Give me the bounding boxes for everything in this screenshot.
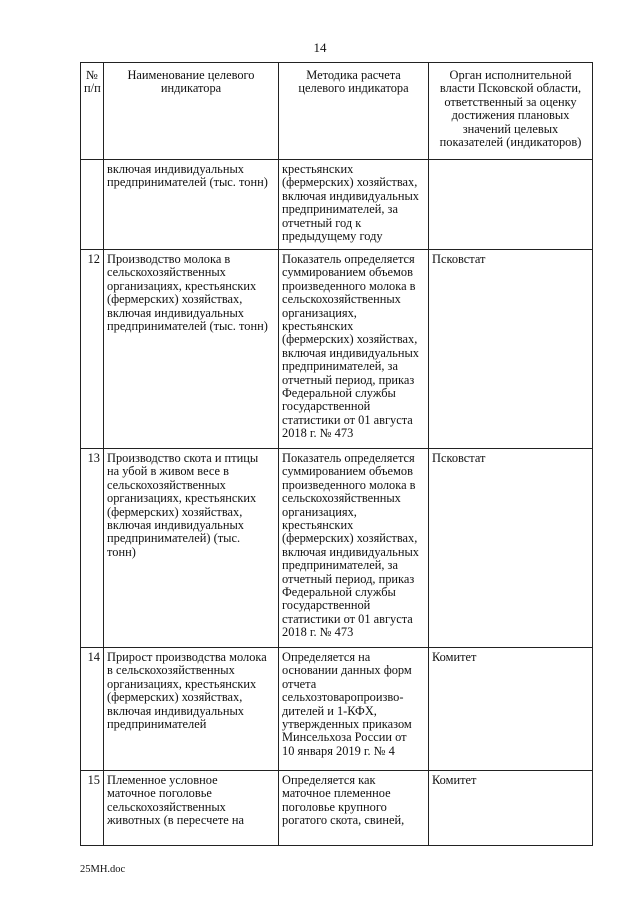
text-line: Методика расчета [306, 68, 401, 82]
text-line: Псковстат [432, 252, 486, 266]
header-indicator-name [104, 63, 279, 160]
text-line: индикатора [160, 81, 222, 96]
indicator-name [104, 160, 279, 250]
text-line: организациях, [282, 504, 357, 519]
header-method [279, 63, 429, 160]
text-line: утвержденных приказом [282, 717, 412, 732]
indicator-method [279, 160, 429, 250]
text-line: Производство скота и птицы [107, 451, 259, 465]
text-line: № [86, 68, 98, 82]
text-line: сельскохозяйственных [282, 491, 401, 506]
indicator-method [279, 648, 429, 771]
text-line: статистики от 01 августа [282, 412, 413, 427]
text-line: значений целевых [462, 121, 559, 136]
row-number: 14 [81, 648, 104, 771]
text-line: включая индивидуальных [107, 162, 244, 176]
responsible-organ [429, 160, 593, 250]
text-line: организациях, [282, 305, 357, 320]
text-line: организациях, крестьянских [107, 278, 257, 293]
indicator-name [104, 771, 279, 846]
table-row [81, 250, 593, 449]
text-line: включая индивидуальных [282, 345, 419, 360]
responsible-organ [429, 648, 593, 771]
table-header-row [81, 63, 593, 160]
row-number: 12 [81, 250, 104, 449]
text-line: Федеральной службы [282, 585, 396, 600]
text-line: предпринимателей, за [282, 202, 398, 217]
text-line: предпринимателей (тыс. тонн) [107, 175, 268, 190]
text-line: показателей (индикаторов) [439, 135, 582, 150]
indicator-method [279, 771, 429, 846]
text-line: произведенного молока в [282, 278, 416, 293]
text-line: Показатель определяется [282, 451, 415, 465]
indicator-method [279, 449, 429, 648]
text-line: крестьянских [282, 162, 354, 176]
text-line: Производство молока в [107, 252, 231, 266]
text-line: в сельскохозяйственных [107, 663, 235, 678]
text-line: Орган исполнительной [449, 68, 572, 82]
text-line: (фермерских) хозяйствах, [107, 504, 243, 519]
text-line: власти Псковской области, [439, 81, 582, 96]
text-line: Определяется как [282, 773, 376, 787]
indicator-name [104, 648, 279, 771]
text-line: 2018 г. № 473 [282, 426, 354, 441]
text-line: тонн) [107, 544, 136, 559]
text-line: п/п [84, 81, 101, 96]
text-line: предпринимателей (тыс. тонн) [107, 319, 268, 334]
text-line: сельскохозяйственных [282, 292, 401, 307]
text-line: дителей и 1-КФХ, [282, 703, 377, 718]
text-line: целевого индикатора [298, 81, 409, 96]
text-line: животных (в пересчете на [107, 813, 244, 828]
text-line: Комитет [432, 773, 477, 787]
text-line: суммированием объемов [282, 464, 413, 479]
text-line: Показатель определяется [282, 252, 415, 266]
responsible-organ [429, 449, 593, 648]
table-row [81, 449, 593, 648]
indicators-table [80, 62, 593, 846]
indicator-method [279, 250, 429, 449]
text-line: Комитет [432, 650, 477, 664]
text-line: отчета [282, 676, 317, 691]
table-row [81, 771, 593, 846]
text-line: сельхозтоваропроизво- [282, 690, 404, 705]
text-line: отчетный период, приказ [282, 372, 415, 387]
text-line: государственной [282, 598, 371, 613]
text-line: сельскохозяйственных [107, 799, 226, 814]
text-line: Племенное условное [107, 773, 218, 787]
text-line: рогатого скота, свиней, [282, 813, 405, 828]
text-line: на убой в живом весе в [107, 464, 229, 479]
text-line: включая индивидуальных [107, 703, 244, 718]
header-number [81, 63, 104, 160]
text-line: крестьянских [282, 319, 354, 334]
header-responsible-organ [429, 63, 593, 160]
page-number: 14 [313, 40, 327, 55]
document-filename: 25МН.doc [80, 864, 126, 875]
text-line: маточное племенное [282, 786, 391, 801]
text-line: крестьянских [282, 518, 354, 533]
text-line: суммированием объемов [282, 265, 413, 280]
row-number: 13 [81, 449, 104, 648]
text-line: предпринимателей [107, 717, 207, 732]
text-line: отчетный год к [282, 215, 362, 230]
text-line: (фермерских) хозяйствах, [107, 292, 243, 307]
text-line: предыдущему году [282, 229, 383, 244]
text-line: предпринимателей, за [282, 558, 398, 573]
text-line: включая индивидуальных [282, 544, 419, 559]
text-line: Прирост производства молока [107, 650, 267, 664]
text-line: ответственный за оценку [444, 94, 577, 109]
text-line: статистики от 01 августа [282, 611, 413, 626]
text-line: предпринимателей, за [282, 359, 398, 374]
text-line: основании данных форм [282, 663, 412, 678]
text-line: включая индивидуальных [282, 188, 419, 203]
text-line: организациях, крестьянских [107, 491, 257, 506]
text-line: организациях, крестьянских [107, 676, 257, 691]
text-line: (фермерских) хозяйствах, [282, 332, 418, 347]
text-line: Федеральной службы [282, 386, 396, 401]
table-row [81, 160, 593, 250]
indicator-name [104, 250, 279, 449]
text-line: (фермерских) хозяйствах, [107, 690, 243, 705]
text-line: достижения плановых [451, 108, 570, 123]
row-number [81, 160, 104, 250]
text-line: произведенного молока в [282, 477, 416, 492]
text-line: 2018 г. № 473 [282, 625, 354, 640]
text-line: Наименование целевого [127, 68, 255, 82]
text-line: маточное поголовье [107, 786, 212, 801]
text-line: поголовье крупного [282, 799, 387, 814]
table-row [81, 648, 593, 771]
responsible-organ [429, 250, 593, 449]
text-line: сельскохозяйственных [107, 265, 226, 280]
text-line: предпринимателей) (тыс. [107, 531, 241, 546]
text-line: 10 января 2019 г. № 4 [282, 743, 395, 758]
text-line: Псковстат [432, 451, 486, 465]
row-number: 15 [81, 771, 104, 846]
text-line: включая индивидуальных [107, 305, 244, 320]
text-line: сельскохозяйственных [107, 477, 226, 492]
text-line: Определяется на [282, 650, 371, 664]
text-line: государственной [282, 399, 371, 414]
text-line: Минсельхоза России от [282, 730, 407, 745]
text-line: (фермерских) хозяйствах, [282, 531, 418, 546]
responsible-organ [429, 771, 593, 846]
indicator-name [104, 449, 279, 648]
text-line: (фермерских) хозяйствах, [282, 175, 418, 190]
text-line: включая индивидуальных [107, 518, 244, 533]
text-line: отчетный период, приказ [282, 571, 415, 586]
